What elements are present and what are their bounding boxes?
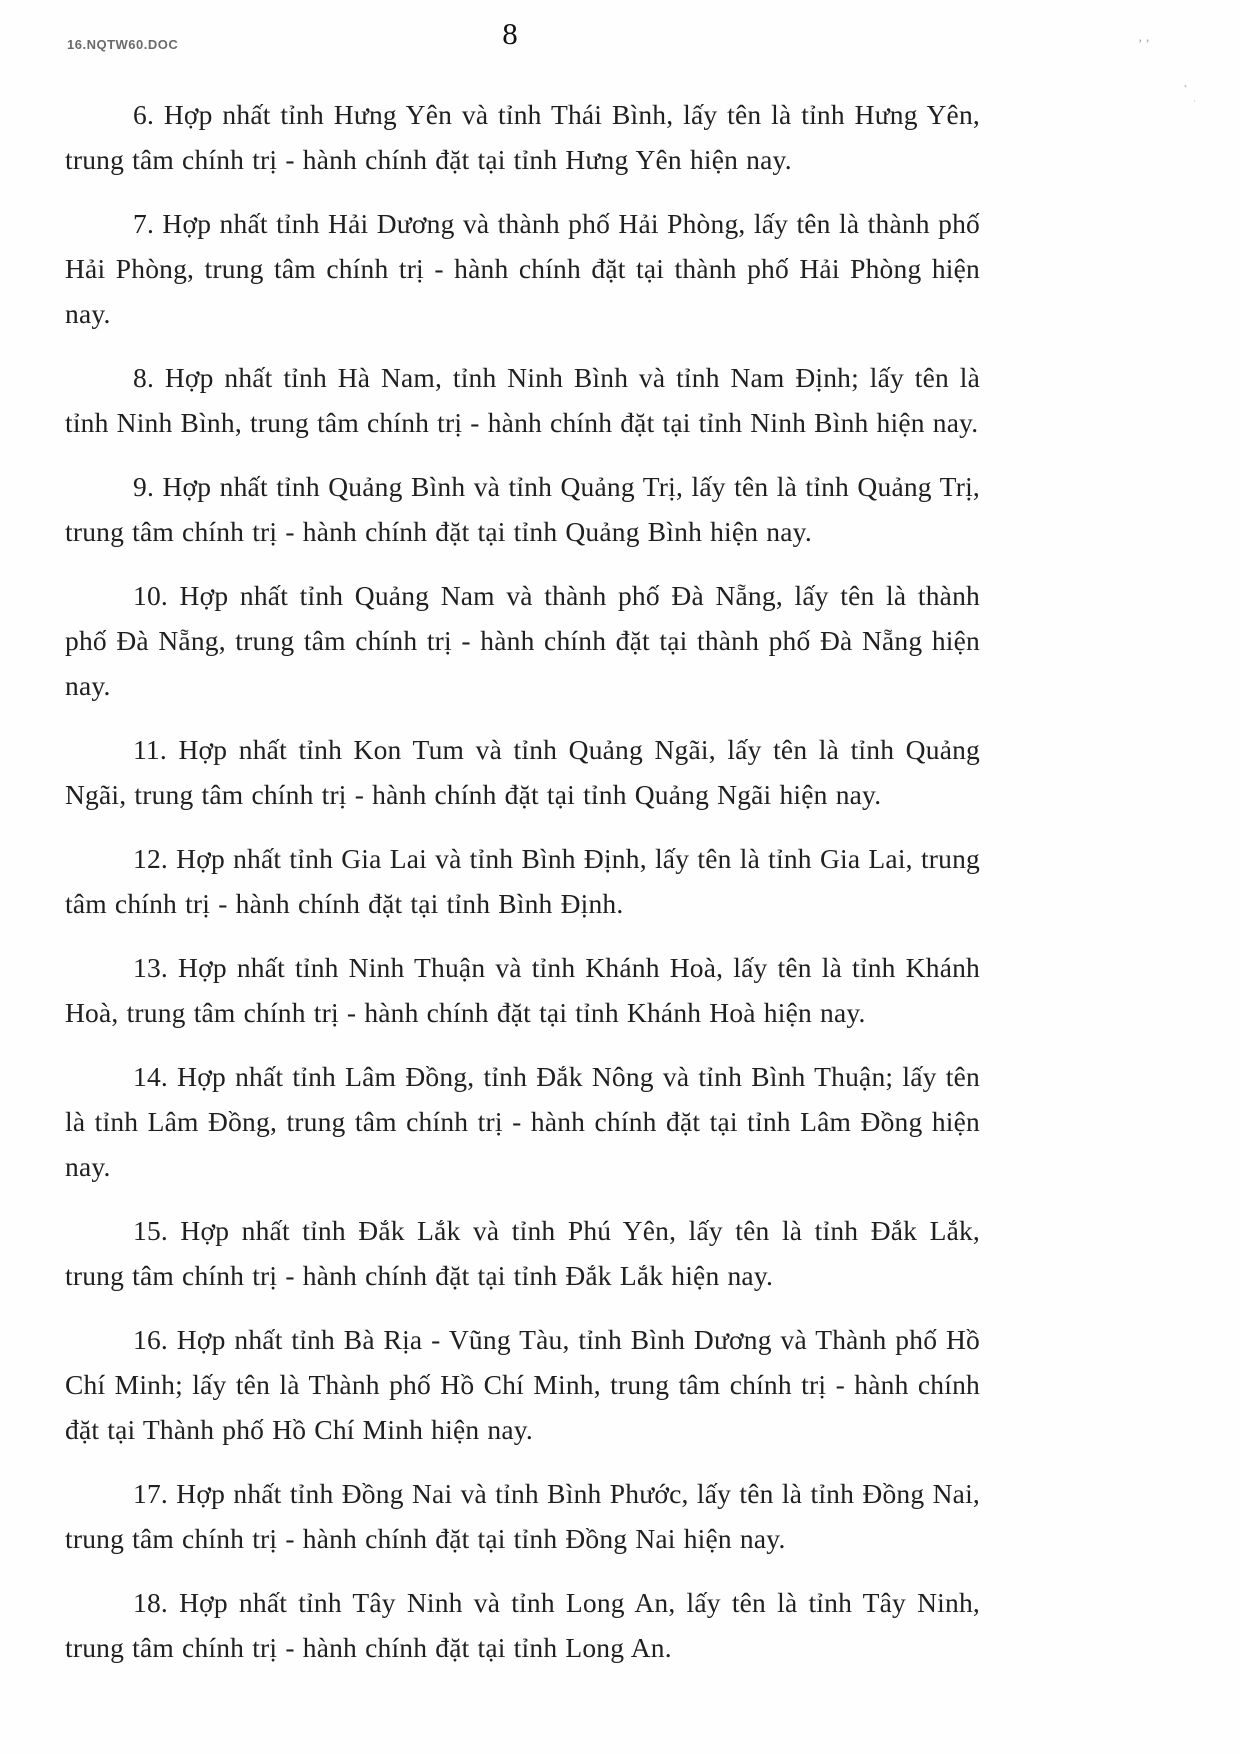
paragraph: 9. Hợp nhất tỉnh Quảng Bình và tỉnh Quảng Trị, lấy tên là tỉnh Quảng Trị, trung tâm chính trị - hành chính đặt tại tỉnh Quảng Bình hiện nay. bbox=[65, 471, 980, 547]
paragraph: 13. Hợp nhất tỉnh Ninh Thuận và tỉnh Khánh Hoà, lấy tên là tỉnh Khánh Hoà, trung tâm chính trị - hành chính đặt tại tỉnh Khánh Hoà hiện nay. bbox=[65, 952, 980, 1028]
document-filename-header: 16.NQTW60.DOC bbox=[67, 37, 179, 52]
paragraph: 18. Hợp nhất tỉnh Tây Ninh và tỉnh Long An, lấy tên là tỉnh Tây Ninh, trung tâm chính trị - hành chính đặt tại tỉnh Long An. bbox=[65, 1587, 980, 1663]
paragraph: 12. Hợp nhất tỉnh Gia Lai và tỉnh Bình Định, lấy tên là tỉnh Gia Lai, trung tâm chính trị - hành chính đặt tại tỉnh Bình Định. bbox=[65, 843, 980, 919]
paragraph: 14. Hợp nhất tỉnh Lâm Đồng, tỉnh Đắk Nông và tỉnh Bình Thuận; lấy tên là tỉnh Lâm Đồng, trung tâm chính trị - hành chính đặt tại tỉnh Lâm Đồng hiện nay. bbox=[65, 1061, 980, 1182]
page-number: 8 bbox=[502, 16, 518, 51]
paragraph: 17. Hợp nhất tỉnh Đồng Nai và tỉnh Bình Phước, lấy tên là tỉnh Đồng Nai, trung tâm chính trị - hành chính đặt tại tỉnh Đồng Nai hiện nay. bbox=[65, 1478, 980, 1554]
paragraph: 8. Hợp nhất tỉnh Hà Nam, tỉnh Ninh Bình và tỉnh Nam Định; lấy tên là tỉnh Ninh Bình, trung tâm chính trị - hành chính đặt tại tỉnh Ninh Bình hiện nay. bbox=[65, 362, 980, 438]
paragraph: 6. Hợp nhất tỉnh Hưng Yên và tỉnh Thái Bình, lấy tên là tỉnh Hưng Yên, trung tâm chính trị - hành chính đặt tại tỉnh Hưng Yên hiện nay. bbox=[65, 99, 980, 175]
paragraph: 7. Hợp nhất tỉnh Hải Dương và thành phố Hải Phòng, lấy tên là thành phố Hải Phòng, trung tâm chính trị - hành chính đặt tại thành phố Hải Phòng hiện nay. bbox=[65, 208, 980, 329]
document-body bbox=[65, 92, 980, 1689]
paragraph: 16. Hợp nhất tỉnh Bà Rịa - Vũng Tàu, tỉnh Bình Dương và Thành phố Hồ Chí Minh; lấy tên là Thành phố Hồ Chí Minh, trung tâm chính trị - hành chính đặt tại Thành phố Hồ Chí Minh hiện nay. bbox=[65, 1324, 980, 1445]
scan-speckle: ’’ bbox=[1138, 36, 1154, 51]
scan-speckle: · bbox=[1193, 96, 1196, 106]
paragraph: 10. Hợp nhất tỉnh Quảng Nam và thành phố Đà Nẵng, lấy tên là thành phố Đà Nẵng, trung tâm chính trị - hành chính đặt tại thành phố Đà Nẵng hiện nay. bbox=[65, 580, 980, 701]
scan-speckle: ˛ bbox=[1184, 76, 1188, 88]
paragraph: 11. Hợp nhất tỉnh Kon Tum và tỉnh Quảng Ngãi, lấy tên là tỉnh Quảng Ngãi, trung tâm chính trị - hành chính đặt tại tỉnh Quảng Ngãi hiện nay. bbox=[65, 734, 980, 810]
paragraph: 15. Hợp nhất tỉnh Đắk Lắk và tỉnh Phú Yên, lấy tên là tỉnh Đắk Lắk, trung tâm chính trị - hành chính đặt tại tỉnh Đắk Lắk hiện nay. bbox=[65, 1215, 980, 1291]
